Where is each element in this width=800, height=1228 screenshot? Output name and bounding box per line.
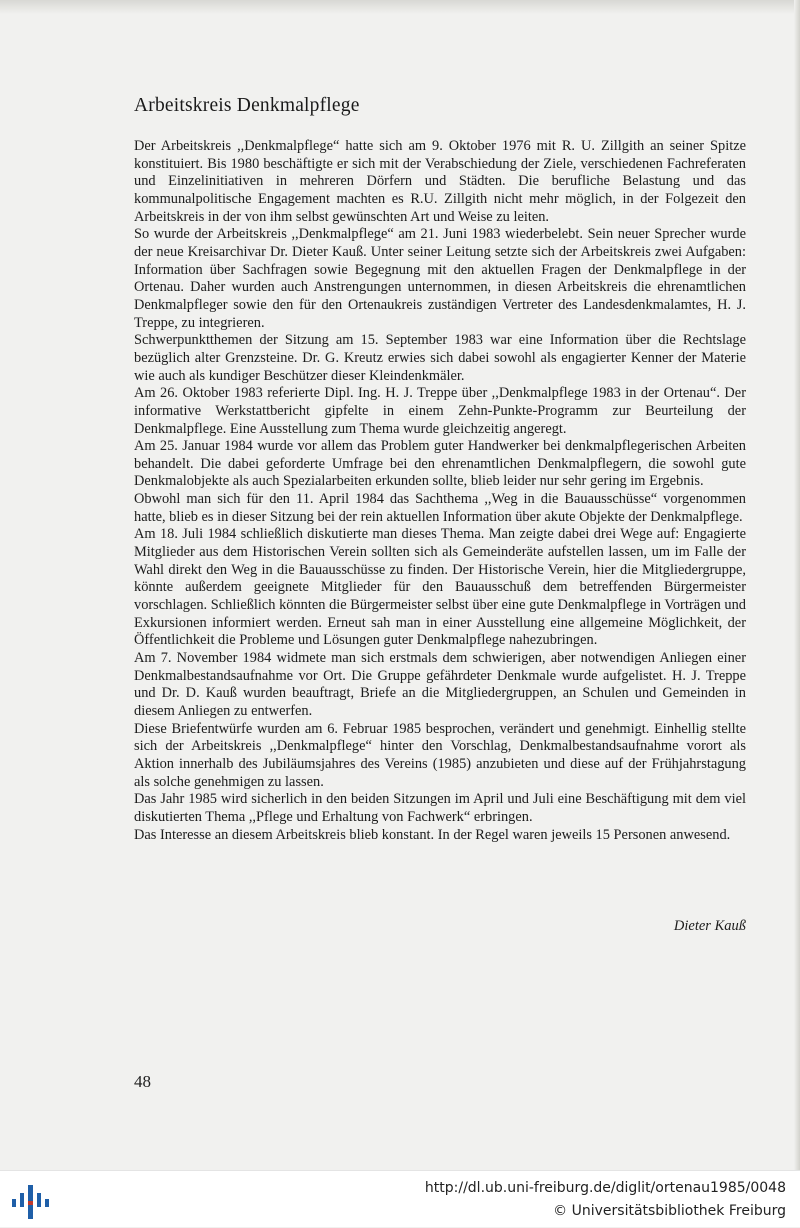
ub-freiburg-logo-icon [8,1179,52,1223]
footer-url-link[interactable]: http://dl.ub.uni-freiburg.de/diglit/ortenau1985/0048 [424,1180,786,1196]
paragraph: Schwerpunktthemen der Sitzung am 15. September 1983 war eine Information über die Rechtslage bezüglich alter Grenzsteine. Dr. G. Kreutz erwies sich dabei sowohl als engagierter Kenner der Materie wie auch als kundiger Beschützer dieser Kleindenkmäler. [134,332,746,384]
footer-copyright: © Universitätsbibliothek Freiburg [553,1203,786,1219]
paragraph: Diese Briefentwürfe wurden am 6. Februar 1985 besprochen, verändert und genehmigt. Einhellig stellte sich der Arbeitskreis ,,Denkmalpflege“ hinter den Vorschlag, Denkmalbestandsaufnahme vorort als Aktion innerhalb des Jubiläumsjahres des Vereins (1985) anzubieten und diese auf der Frühjahrstagung als solche genehmigen zu lassen. [134,720,746,790]
paragraph: So wurde der Arbeitskreis ,,Denkmalpflege“ am 21. Juni 1983 wiederbelebt. Sein neuer Sprecher wurde der neue Kreisarchivar Dr. Dieter Kauß. Unter seiner Leitung setzte sich der Arbeitskreis zwei Aufgaben: Information über Sachfragen sowie Begegnung mit den aktuellen Fragen der Denkmalpflege in der Ortenau. Daher wurden auch Anstrengungen unternommen, in diesen Arbeitskreis die ehrenamtlichen Denkmalpfleger sowie den für den Ortenaukreis zuständigen Vertreter des Landesdenkmalamtes, H. J. Treppe, zu integrieren. [134,226,746,331]
paragraph: Am 7. November 1984 widmete man sich erstmals dem schwierigen, aber notwendigen Anliegen einer Denkmalbestandsaufnahme vor Ort. Die Gruppe gefährdeter Denkmale wurde aufgelistet. H. J. Treppe und Dr. D. Kauß wurden beauftragt, Briefe an die Mitgliedergruppen, an Schulen und Gemeinden in diesem Anliegen zu entwerfen. [134,650,746,719]
article-body [134,138,746,844]
paragraph: Der Arbeitskreis ,,Denkmalpflege“ hatte sich am 9. Oktober 1976 mit R. U. Zillgith an seiner Spitze konstituiert. Bis 1980 beschäftigte er sich mit der Verabschiedung der Ziele, verschiedenen Fachreferaten und Einzelinitiativen in mehreren Dörfern und Städten. Die berufliche Belastung und das kommunalpolitische Engagement machten es R.U. Zillgith nicht mehr möglich, in der Folgezeit den Arbeitskreis in der von ihm selbst gewünschten Art und Weise zu leiten. [134,138,746,225]
footer-bar [0,1170,800,1227]
page-heading: Arbeitskreis Denkmalpflege [134,95,360,116]
paragraph: Am 18. Juli 1984 schließlich diskutierte man dieses Thema. Man zeigte dabei drei Wege auf: Engagierte Mitglieder aus dem Historischen Verein sollten sich als Gemeinderäte aufstellen lassen, um im Falle der Wahl direkt den Weg in die Bauausschüsse zu finden. Der Historische Verein, hier die Mitgliedergruppe, könnte außerdem geeignete Mitglieder für den Bauausschuß dem betreffenden Bürgermeister vorschlagen. Schließlich könnten die Bürgermeister selbst über eine gute Denkmalpflege in Vorträgen und Exkursionen informiert werden. Erneut sah man in einer Ausstellung eine allgemeine Möglichkeit, der Öffentlichkeit die Probleme und Lösungen guter Denkmalpflege nahezubringen. [134,526,746,649]
paragraph: Das Jahr 1985 wird sicherlich in den beiden Sitzungen im April und Juli eine Beschäftigung mit dem viel diskutierten Thema ,,Pflege und Erhaltung von Fachwerk“ erbringen. [134,791,746,825]
page-top-edge [0,0,800,14]
paragraph: Obwohl man sich für den 11. April 1984 das Sachthema ,,Weg in die Bauausschüsse“ vorgenommen hatte, blieb es in dieser Sitzung bei der rein aktuellen Information über akute Objekte der Denkmalpflege. [134,491,746,525]
paragraph: Am 26. Oktober 1983 referierte Dipl. Ing. H. J. Treppe über ,,Denkmalpflege 1983 in der Ortenau“. Der informative Werkstattbericht gipfelte in einem Zehn-Punkte-Programm zur Beurteilung der Denkmalpflege. Eine Ausstellung zum Thema wurde gleichzeitig angeregt. [134,385,746,437]
paragraph: Das Interesse an diesem Arbeitskreis blieb konstant. In der Regel waren jeweils 15 Personen anwesend. [134,826,731,843]
page-right-edge [794,0,800,1170]
paragraph: Am 25. Januar 1984 wurde vor allem das Problem guter Handwerker bei denkmalpflegerischen Arbeiten behandelt. Die dabei geforderte Umfrage bei den ehrenamtlichen Denkmalpflegern, die sowohl gute Denkmalobjekte als auch Spezialarbeiten erkunden sollte, blieb leider nur sehr gering im Ergebnis. [134,438,746,490]
author-signature: Dieter Kauß [673,918,746,934]
page-number: 48 [134,1072,151,1091]
